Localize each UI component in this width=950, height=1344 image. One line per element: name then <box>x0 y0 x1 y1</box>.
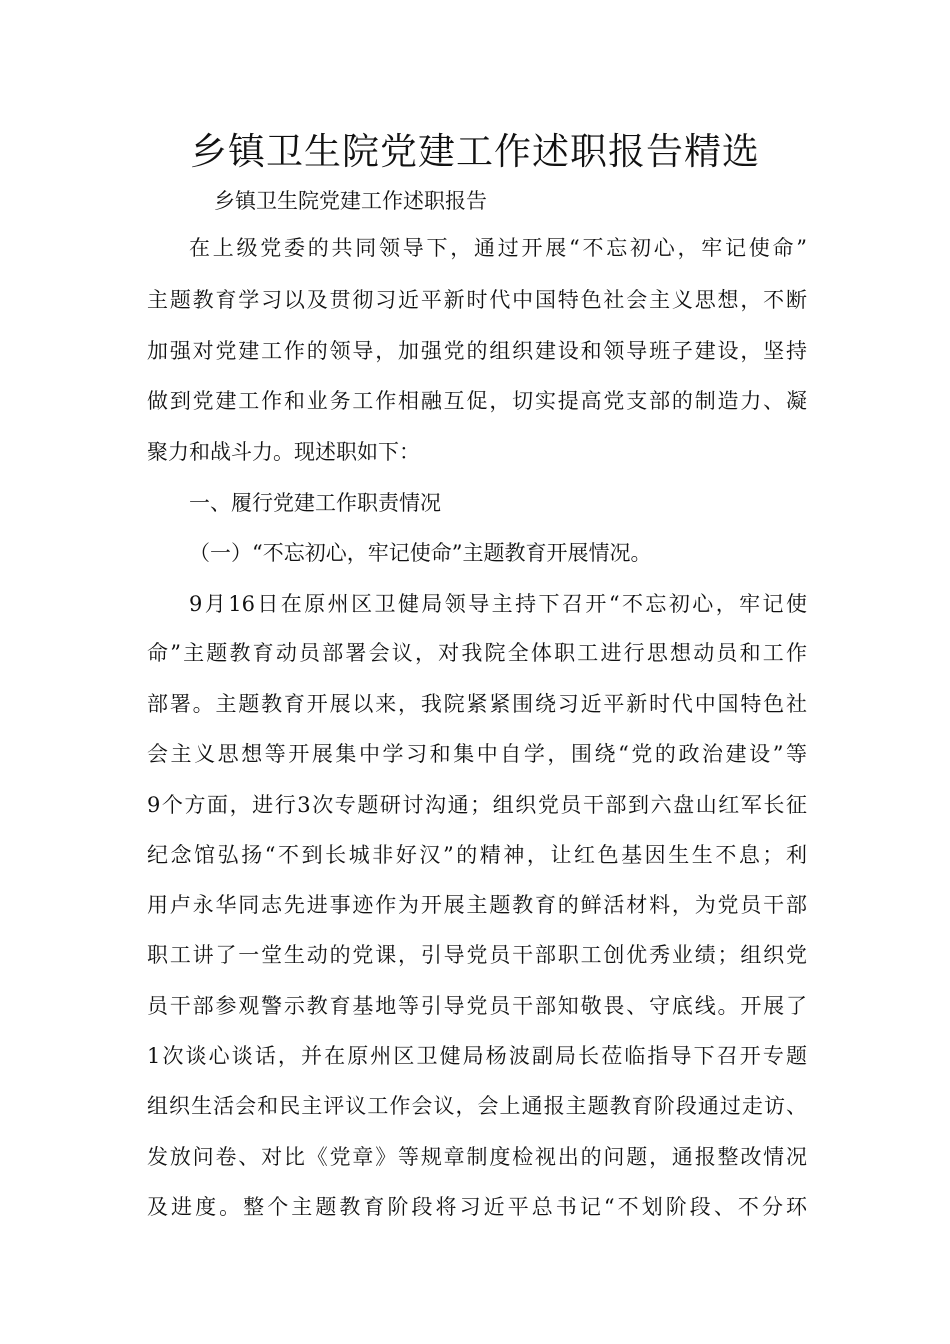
paragraph-line: 命”主题教育动员部署会议，对我院全体职工进行思想动员和工作 <box>147 641 807 665</box>
paragraph-line: 职工讲了一堂生动的党课，引导党员干部职工创优秀业绩；组织党 <box>147 943 807 967</box>
paragraph-line: 9个方面，进行3次专题研讨沟通；组织党员干部到六盘山红军长征 <box>147 793 807 817</box>
paragraph-line: 主题教育学习以及贯彻习近平新时代中国特色社会主义思想，不断 <box>147 288 807 312</box>
paragraph-line: 聚力和战斗力。现述职如下： <box>147 440 420 464</box>
paragraph-line: 发放问卷、对比《党章》等规章制度检视出的问题，通报整改情况 <box>147 1145 807 1169</box>
subsection-heading: （一）“不忘初心，牢记使命”主题教育开展情况。 <box>189 541 652 565</box>
paragraph-line: 员干部参观警示教育基地等引导党员干部知敬畏、守底线。开展了 <box>147 994 807 1018</box>
paragraph-line: 1次谈心谈话，并在原州区卫健局杨波副局长莅临指导下召开专题 <box>147 1044 807 1068</box>
paragraph-line: 9月16日在原州区卫健局领导主持下召开“不忘初心，牢记使 <box>189 592 807 616</box>
paragraph-line: 会主义思想等开展集中学习和集中自学，围绕“党的政治建设”等 <box>147 742 807 766</box>
paragraph-line: 用卢永华同志先进事迹作为开展主题教育的鲜活材料，为党员干部 <box>147 893 807 917</box>
paragraph-line: 加强对党建工作的领导，加强党的组织建设和领导班子建设，坚持 <box>147 339 807 363</box>
paragraph-line: 纪念馆弘扬“不到长城非好汉”的精神，让红色基因生生不息；利 <box>147 843 807 867</box>
document-title: 乡镇卫生院党建工作述职报告精选 <box>190 130 760 173</box>
paragraph-line: 部署。主题教育开展以来，我院紧紧围绕习近平新时代中国特色社 <box>147 692 807 716</box>
paragraph-line: 及进度。整个主题教育阶段将习近平总书记“不划阶段、不分环 <box>147 1195 807 1219</box>
paragraph-line: 组织生活会和民主评议工作会议，会上通报主题教育阶段通过走访、 <box>147 1094 807 1118</box>
paragraph-line: 做到党建工作和业务工作相融互促，切实提高党支部的制造力、凝 <box>147 389 807 413</box>
document-subtitle: 乡镇卫生院党建工作述职报告 <box>214 189 487 213</box>
section-heading: 一、履行党建工作职责情况 <box>189 491 441 515</box>
paragraph-line: 在上级党委的共同领导下，通过开展“不忘初心，牢记使命” <box>189 236 807 260</box>
